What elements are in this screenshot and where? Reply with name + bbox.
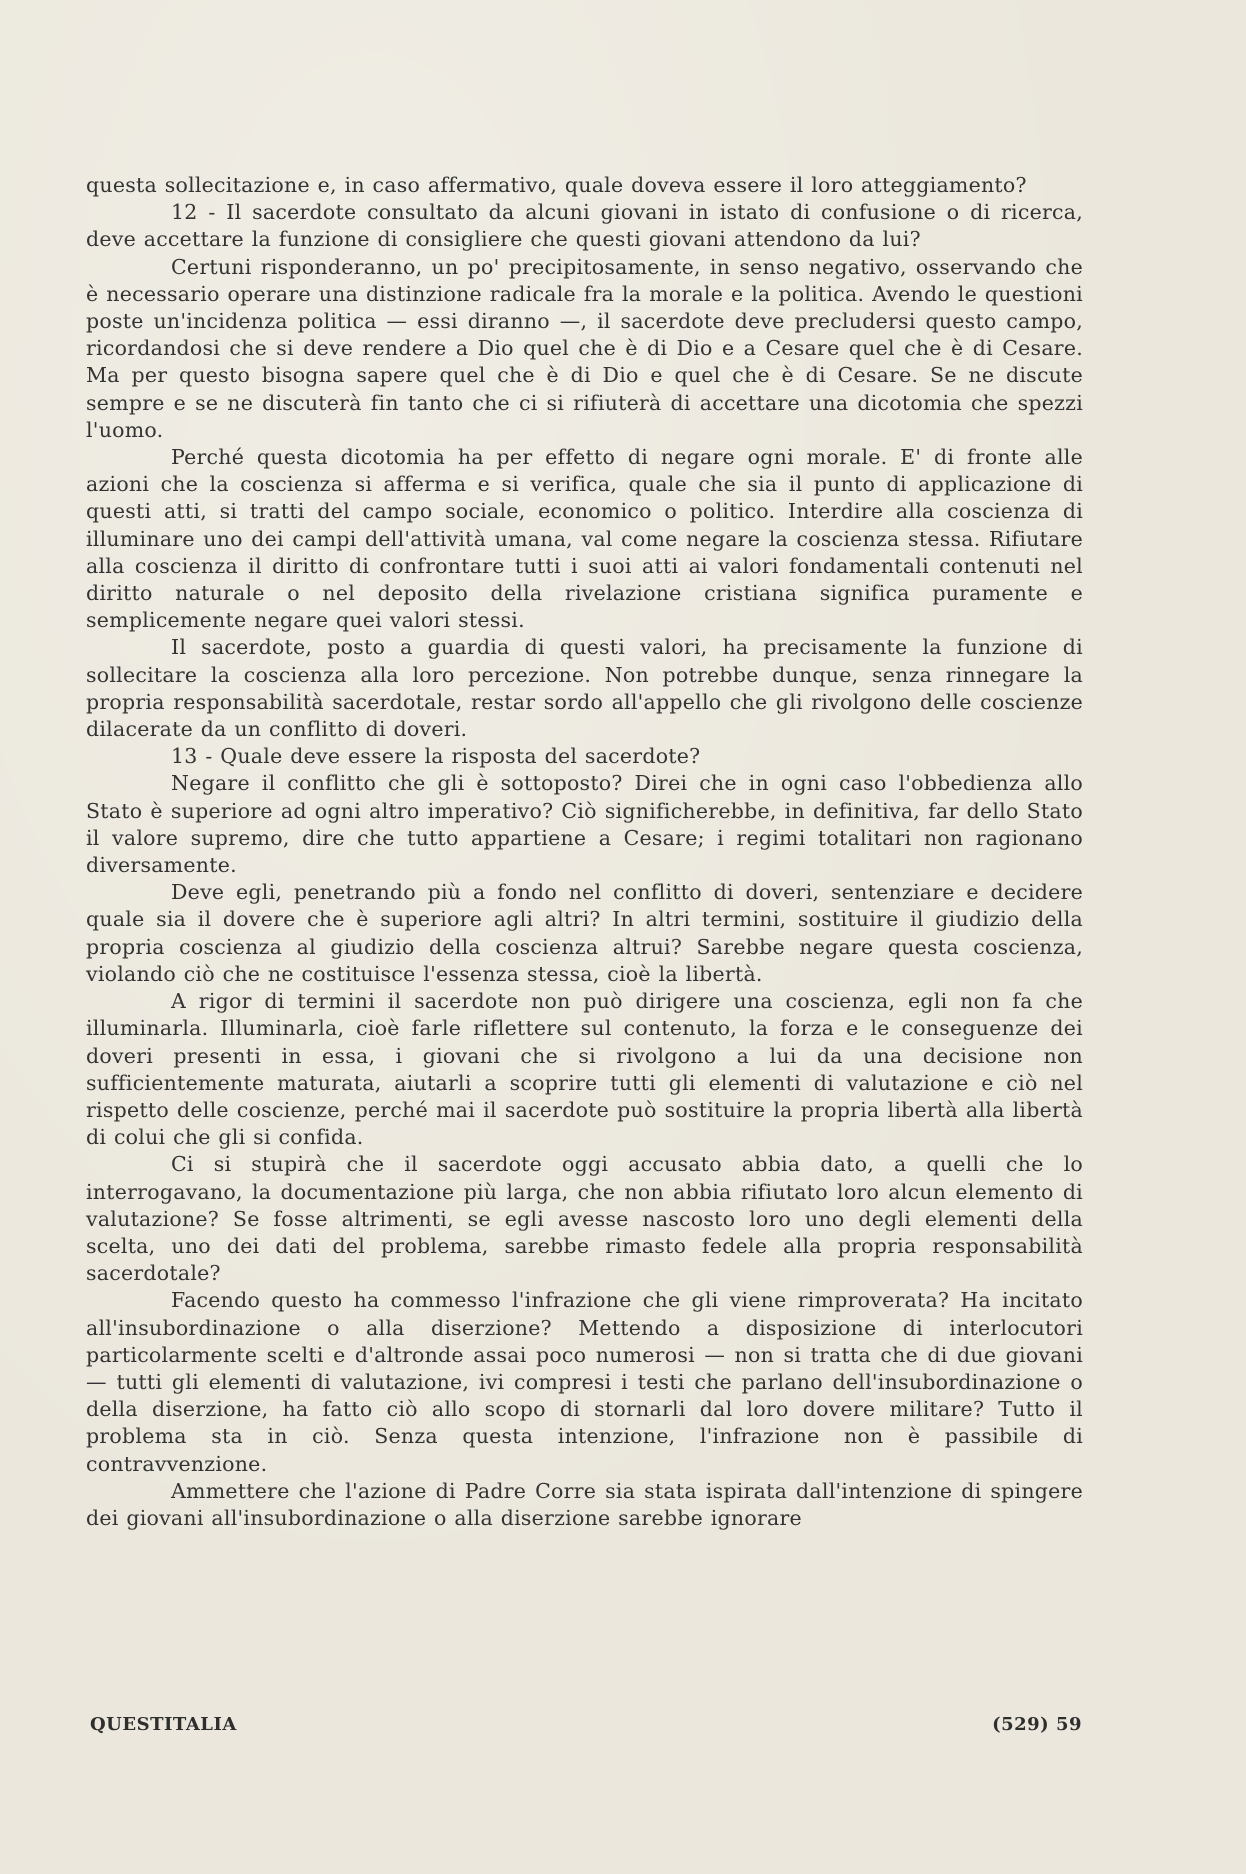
paragraph-9: A rigor di termini il sacerdote non può dirigere una coscienza, egli non fa che illuminarla. Illuminarla, cioè farle riflettere sul contenuto, la forza e le conseguenze dei doveri presenti in essa, i giovani che si rivolgono a lui da una decisione non sufficientemente maturata, aiutarli a scoprire tutti gli elementi di valutazione e ciò nel rispetto delle coscienze, perché mai il sacerdote può sostituire la propria libertà alla libertà di colui che gli si confida. xyxy=(86,989,1083,1150)
body-text xyxy=(86,172,1083,1532)
page-number: (529) 59 xyxy=(992,1714,1082,1735)
paragraph-7: Negare il conflitto che gli è sottoposto? Direi che in ogni caso l'obbedienza allo Stato è superiore ad ogni altro imperativo? Ciò significherebbe, in definitiva, far dello Stato il valore supremo, dire che tutto appartiene a Cesare; i regimi totalitari non ragionano diversamente. xyxy=(86,771,1083,878)
paragraph-11: Facendo questo ha commesso l'infrazione che gli viene rimproverata? Ha incitato all'insubordinazione o alla diserzione? Mettendo a disposizione di interlocutori particolarmente scelti e d'altronde assai poco numerosi — non si tratta che di due giovani — tutti gli elementi di valutazione, ivi compresi i testi che parlano dell'insubordinazione o della diserzione, ha fatto ciò allo scopo di stornarli dal loro dovere militare? Tutto il problema sta in ciò. Senza questa intenzione, l'infrazione non è passibile di contravvenzione. xyxy=(86,1288,1083,1476)
paragraph-8: Deve egli, penetrando più a fondo nel conflitto di doveri, sentenziare e decidere quale sia il dovere che è superiore agli altri? In altri termini, sostituire il giudizio della propria coscienza al giudizio della coscienza altrui? Sarebbe negare questa coscienza, violando ciò che ne costituisce l'essenza stessa, cioè la libertà. xyxy=(86,880,1083,986)
paragraph-6: 13 - Quale deve essere la risposta del sacerdote? xyxy=(171,744,701,769)
paragraph-1: questa sollecitazione e, in caso affermativo, quale doveva essere il loro atteggiamento? xyxy=(86,173,1027,197)
paragraph-5: Il sacerdote, posto a guardia di questi valori, ha precisamente la funzione di sollecitare la coscienza alla loro percezione. Non potrebbe dunque, senza rinnegare la propria responsabilità sacerdotale, restar sordo all'appello che gli rivolgono delle coscienze dilacerate da un conflitto di doveri. xyxy=(86,635,1083,742)
journal-name: QUESTITALIA xyxy=(90,1714,237,1735)
paragraph-4: Perché questa dicotomia ha per effetto di negare ogni morale. E' di fronte alle azioni che la coscienza si afferma e si verifica, quale che sia il punto di applicazione di questi atti, si tratti del campo sociale, economico o politico. Interdire alla coscienza di illuminare uno dei campi dell'attività umana, val come negare la coscienza stessa. Rifiutare alla coscienza il diritto di confrontare tutti i suoi atti ai valori fondamentali contenuti nel diritto naturale o nel deposito della rivelazione cristiana significa puramente e semplicemente negare quei valori stessi. xyxy=(86,445,1083,633)
paragraph-12: Ammettere che l'azione di Padre Corre sia stata ispirata dall'intenzione di spingere dei giovani all'insubordinazione o alla diserzione sarebbe ignorare xyxy=(86,1478,1083,1530)
paragraph-2: 12 - Il sacerdote consultato da alcuni giovani in istato di confusione o di ricerca, deve accettare la funzione di consigliere che questi giovani attendono da lui? xyxy=(86,200,1083,252)
paragraph-10: Ci si stupirà che il sacerdote oggi accusato abbia dato, a quelli che lo interrogavano, la documentazione più larga, che non abbia rifiutato loro alcun elemento di valutazione? Se fosse altrimenti, se egli avesse nascosto loro uno degli elementi della scelta, uno dei dati del problema, sarebbe rimasto fedele alla propria responsabilità sacerdotale? xyxy=(86,1152,1083,1286)
paragraph-3: Certuni risponderanno, un po' precipitosamente, in senso negativo, osservando che è necessario operare una distinzione radicale fra la morale e la politica. Avendo le questioni poste un'incidenza politica — essi diranno —, il sacerdote deve precludersi questo campo, ricordandosi che si deve rendere a Dio quel che è di Dio e a Cesare quel che è di Cesare. Ma per questo bisogna sapere quel che è di Dio e quel che è di Cesare. Se ne discute sempre e se ne discuterà fin tanto che ci si rifiuterà di accettare una dicotomia che spezzi l'uomo. xyxy=(86,254,1083,442)
